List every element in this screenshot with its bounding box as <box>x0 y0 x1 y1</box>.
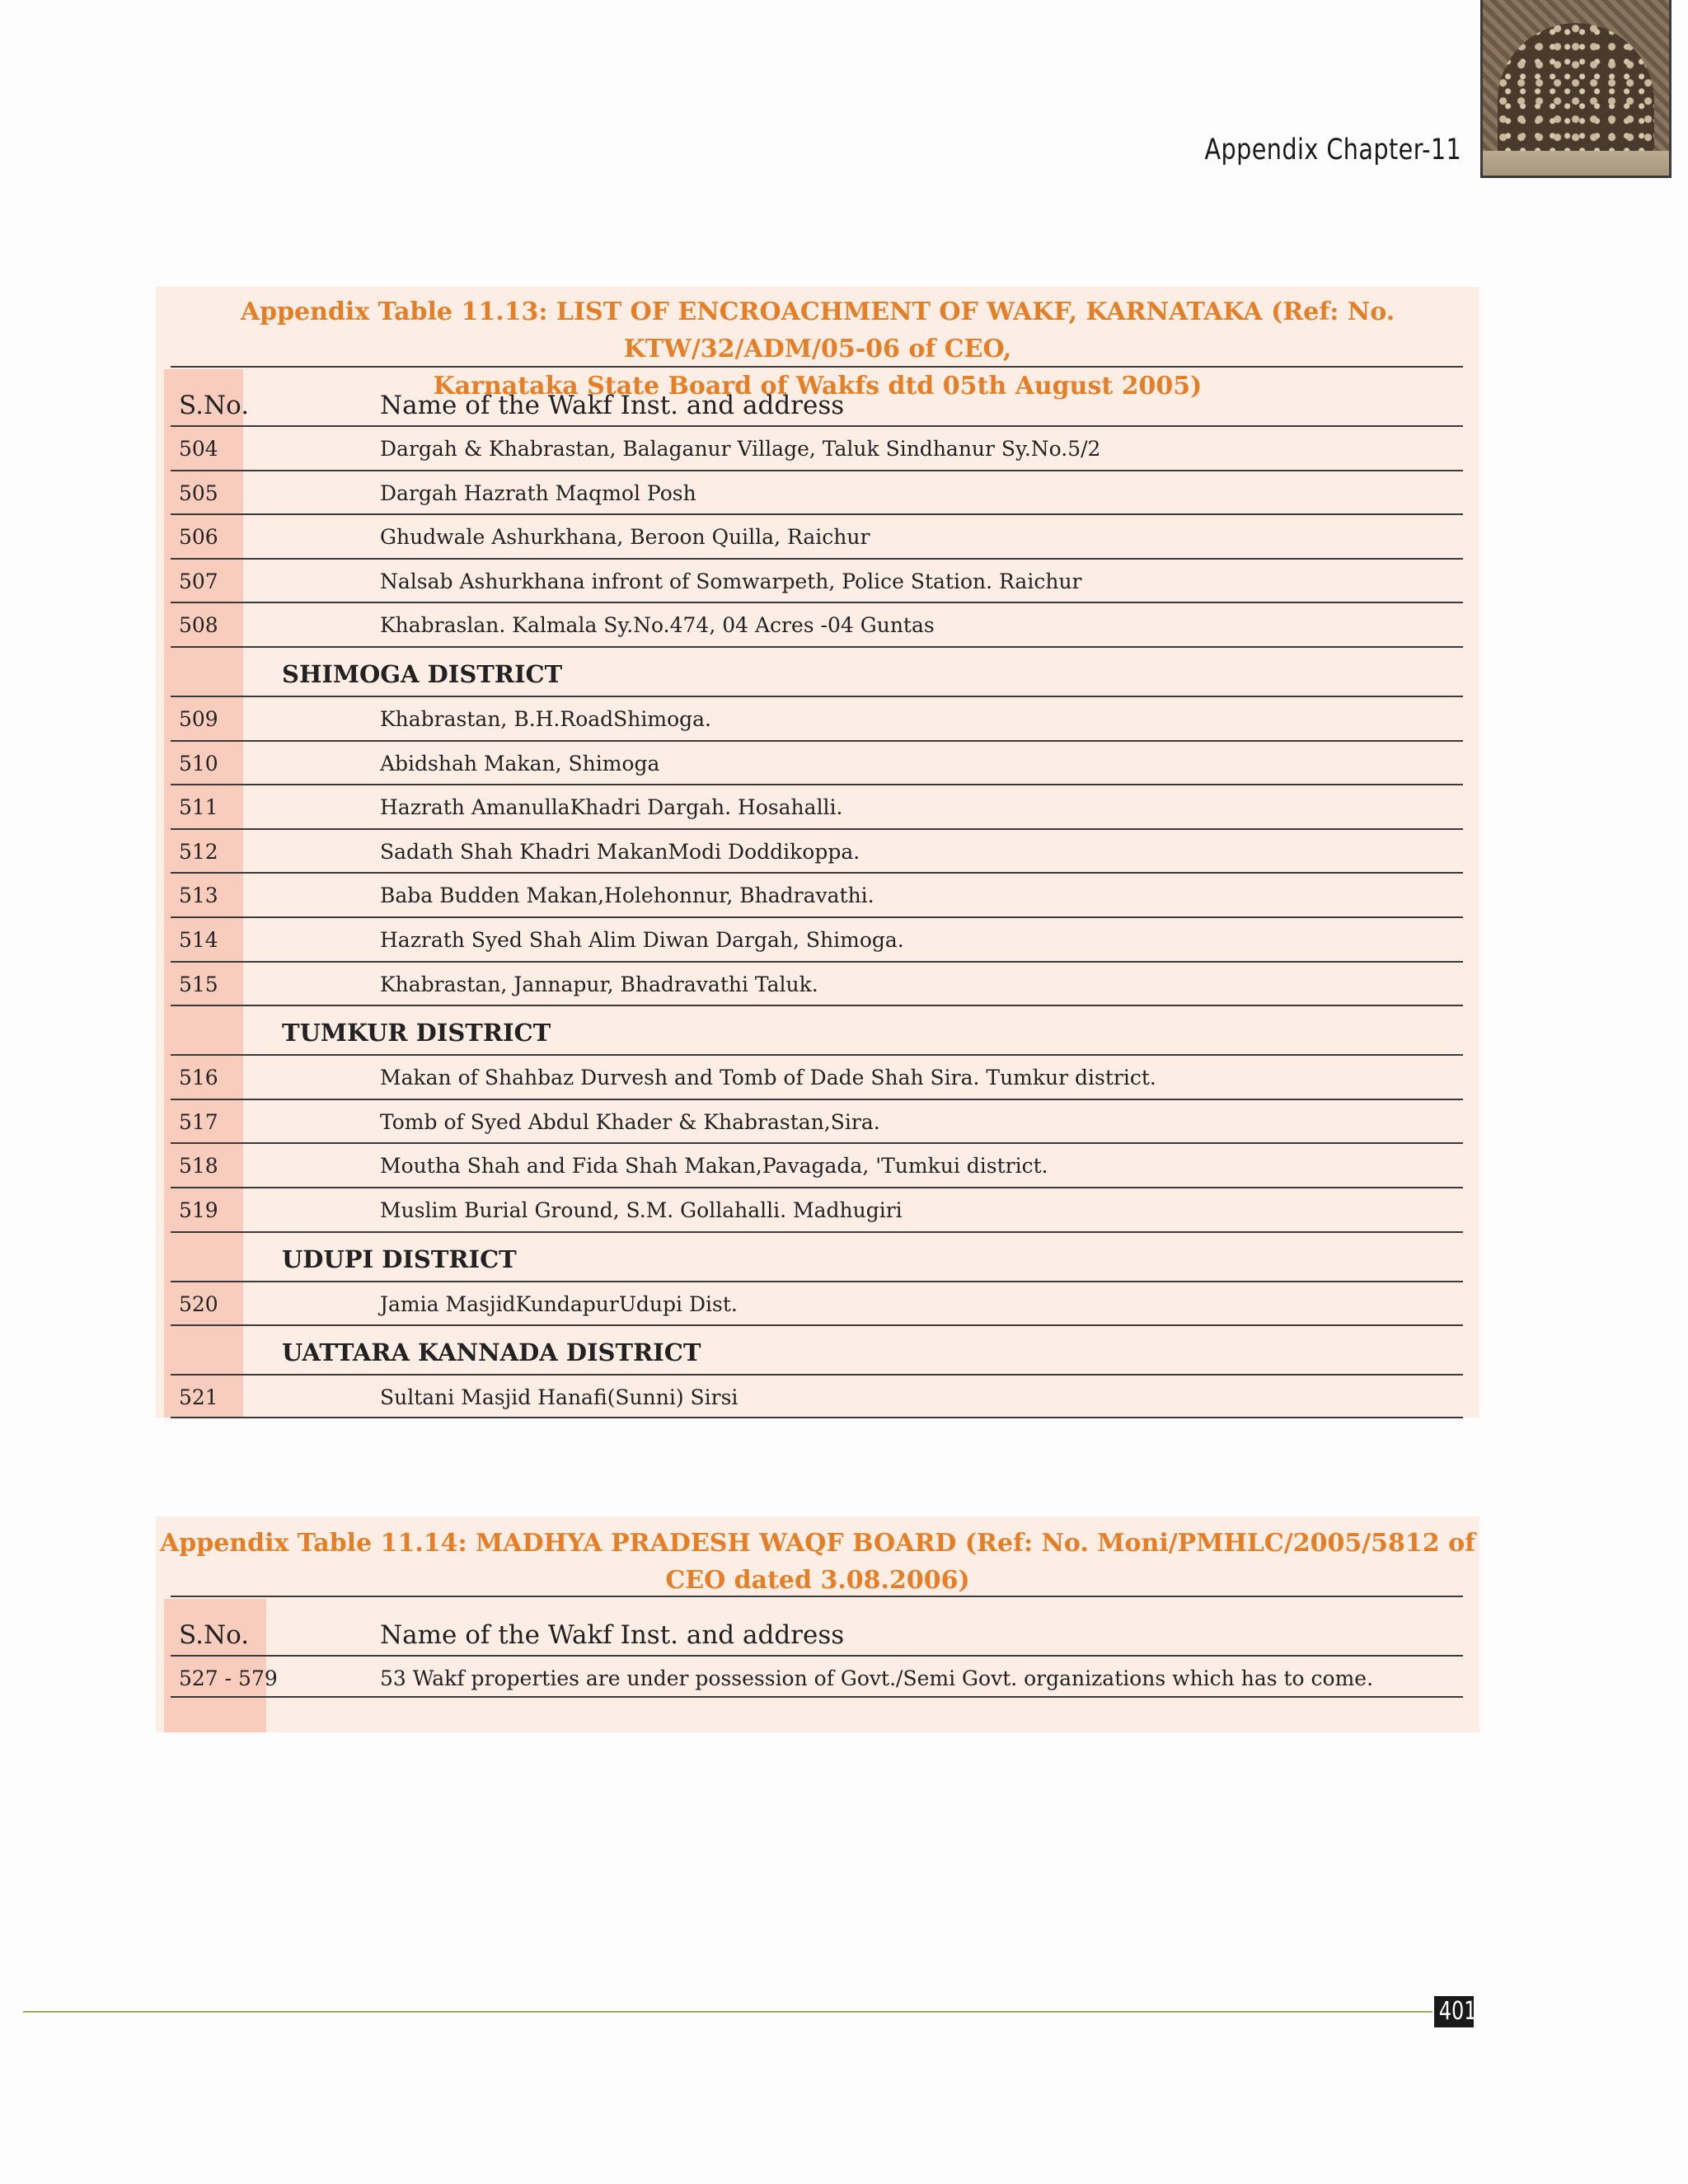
cell-sno: 507 <box>179 569 218 593</box>
table-row <box>171 1281 1463 1325</box>
cell-sno: 527 - 579 <box>179 1666 278 1690</box>
cell-sno: 511 <box>179 795 218 820</box>
appendix-table-11-14 <box>156 1516 1479 1732</box>
caption-line: CEO dated 3.08.2006) <box>665 1566 970 1595</box>
table-row <box>171 916 1463 961</box>
table-row <box>171 513 1463 558</box>
cell-name-address: Jamia MasjidKundapurUdupi Dist. <box>380 1291 738 1316</box>
table-row <box>171 696 1463 740</box>
page-number-text: 401 <box>1438 1997 1477 2026</box>
header-photo <box>1480 0 1672 178</box>
page-number <box>1434 1996 1477 2027</box>
district-heading: SHIMOGA DISTRICT <box>282 659 563 688</box>
cell-name-address: Hazrath AmanullaKhadri Dargah. Hosahalli. <box>380 795 843 820</box>
cell-sno: 515 <box>179 972 218 996</box>
district-heading: TUMKUR DISTRICT <box>282 1019 551 1047</box>
cell-sno: 514 <box>179 927 218 952</box>
cell-sno: 516 <box>179 1066 218 1090</box>
cell-name-address: Ghudwale Ashurkhana, Beroon Quilla, Raichur <box>380 525 870 550</box>
table-row <box>171 1054 1463 1099</box>
table-row <box>171 1187 1463 1231</box>
district-heading-row <box>171 646 1463 696</box>
cell-sno: 504 <box>179 437 218 461</box>
caption-line: Appendix Table 11.13: LIST OF ENCROACHMENT OF WAKF, KARNATAKA (Ref: No. KTW/32/ADM/05-06 of CEO, <box>240 298 1395 363</box>
cell-name-address: Khabraslan. Kalmala Sy.No.474, 04 Acres -04 Guntas <box>380 613 935 638</box>
table-row <box>171 1374 1463 1418</box>
table-row <box>171 602 1463 646</box>
cell-sno: 506 <box>179 525 218 550</box>
cell-name-address: Dargah & Khabrastan, Balaganur Village, Taluk Sindhanur Sy.No.5/2 <box>380 437 1101 461</box>
district-heading-row <box>171 1324 1463 1374</box>
district-heading: UDUPI DISTRICT <box>282 1244 517 1273</box>
cell-sno: 509 <box>179 706 218 731</box>
cell-name-address: Hazrath Syed Shah Alim Diwan Dargah, Shimoga. <box>380 927 904 952</box>
caption-line: Karnataka State Board of Wakfs dtd 05th August 2005) <box>433 372 1203 401</box>
appendix-table-11-13 <box>156 287 1479 1418</box>
cell-name-address: Khabrastan, Jannapur, Bhadravathi Taluk. <box>380 972 818 996</box>
table-row <box>171 784 1463 828</box>
table-header-row <box>171 1596 1463 1655</box>
table-row <box>171 558 1463 602</box>
cell-sno: 510 <box>179 751 218 776</box>
cell-name-address: Abidshah Makan, Shimoga <box>380 751 660 776</box>
table-row <box>171 1142 1463 1187</box>
table-row <box>171 961 1463 1005</box>
cell-sno: 519 <box>179 1197 218 1222</box>
cell-name-address: Makan of Shahbaz Durvesh and Tomb of Dade Shah Sira. Tumkur district. <box>380 1066 1156 1090</box>
cell-sno: 521 <box>179 1385 218 1410</box>
cell-name-address: Nalsab Ashurkhana infront of Somwarpeth, Police Station. Raichur <box>380 569 1082 593</box>
cell-name-address: Baba Budden Makan,Holehonnur, Bhadravathi. <box>380 883 874 908</box>
cell-name-address: Dargah Hazrath Maqmol Posh <box>380 480 696 505</box>
cell-name-address: Sultani Masjid Hanafi(Sunni) Sirsi <box>380 1385 738 1410</box>
cell-sno: 505 <box>179 480 218 505</box>
cell-name-address: Sadath Shah Khadri MakanModi Doddikoppa. <box>380 839 860 864</box>
table-row <box>171 740 1463 785</box>
table-caption <box>156 1525 1479 1599</box>
table-row <box>171 828 1463 873</box>
district-heading-row <box>171 1005 1463 1054</box>
column-header-name: Name of the Wakf Inst. and address <box>380 391 845 420</box>
table-body <box>171 366 1463 1418</box>
cell-name-address: Moutha Shah and Fida Shah Makan,Pavagada, 'Tumkui district. <box>380 1154 1048 1179</box>
table-body <box>171 1596 1463 1698</box>
district-heading: UATTARA KANNADA DISTRICT <box>282 1338 701 1367</box>
cell-sno: 520 <box>179 1291 218 1316</box>
column-header-sno: S.No. <box>179 1620 250 1650</box>
cell-sno: 518 <box>179 1154 218 1179</box>
cell-sno: 508 <box>179 613 218 638</box>
cell-name-address: Muslim Burial Ground, S.M. Gollahalli. Madhugiri <box>380 1197 903 1222</box>
caption-line: Appendix Table 11.14: MADHYA PRADESH WAQF BOARD (Ref: No. Moni/PMHLC/2005/5812 of <box>159 1529 1476 1558</box>
column-header-sno: S.No. <box>179 391 250 420</box>
cell-name-address: 53 Wakf properties are under possession of Govt./Semi Govt. organizations which has to come. <box>380 1666 1374 1690</box>
cell-sno: 517 <box>179 1109 218 1134</box>
table-header-row <box>171 366 1463 425</box>
chapter-title: Appendix Chapter-11 <box>1204 134 1461 166</box>
table-row <box>171 1655 1463 1698</box>
table-row <box>171 872 1463 916</box>
cell-sno: 512 <box>179 839 218 864</box>
district-heading-row <box>171 1231 1463 1281</box>
footer-rule <box>23 2011 1432 2013</box>
table-row <box>171 1099 1463 1143</box>
cell-name-address: Khabrastan, B.H.RoadShimoga. <box>380 706 712 731</box>
table-row <box>171 425 1463 470</box>
cell-sno: 513 <box>179 883 218 908</box>
cell-name-address: Tomb of Syed Abdul Khader & Khabrastan,Sira. <box>380 1109 880 1134</box>
table-row <box>171 470 1463 514</box>
column-header-name: Name of the Wakf Inst. and address <box>380 1620 845 1650</box>
